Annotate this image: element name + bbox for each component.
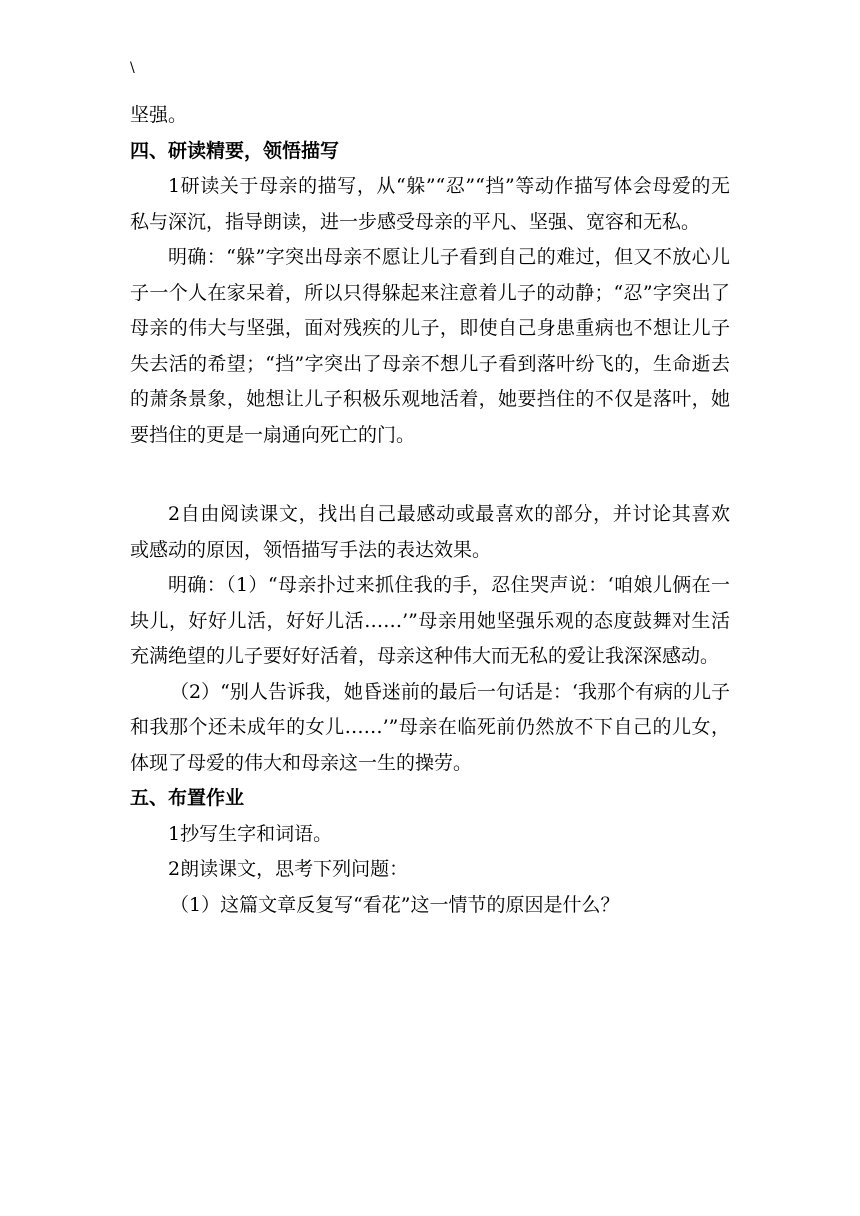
- paragraph-answer-2: 明确：（1）“母亲扑过来抓住我的手，忍住哭声说：‘咱娘儿俩在一块儿，好好儿活，好好儿活……’”母亲用她坚强乐观的态度鼓舞对生活充满绝望的儿子要好好活着，母亲这种伟大而无私的爱让我深深感动。: [130, 574, 730, 667]
- paragraph-reading-task: 2自由阅读课文，找出自己最感动或最喜欢的部分，并讨论其喜欢或感动的原因，领悟描写手法的表达效果。: [130, 503, 730, 561]
- paragraph-answer-1: 明确：“躲”字突出母亲不愿让儿子看到自己的难过，但又不放心儿子一个人在家呆着，所以只得躲起来注意着儿子的动静；“忍”字突出了母亲的伟大与坚强，面对残疾的儿子，即使自己身患重病也不想让儿子失去活的希望；“挡”字突出了母亲不想儿子看到落叶纷飞的，生命逝去的萧条景象，她想让儿子积极乐观地活着，她要挡住的不仅是落叶，她要挡住的更是一扇通向死亡的门。: [130, 246, 730, 446]
- blank-spacer: [130, 453, 730, 497]
- paragraph-answer-3: （2）“别人告诉我，她昏迷前的最后一句话是：‘我那个有病的儿子和我那个还未成年的女儿……’”母亲在临死前仍然放不下自己的儿女，体现了母爱的伟大和母亲这一生的操劳。: [130, 680, 730, 774]
- homework-item-1: 1抄写生字和词语。: [168, 822, 333, 845]
- homework-question-1: （1）这篇文章反复写“看花”这一情节的原因是什么？: [170, 893, 620, 916]
- paragraph-continuation: 坚强。: [130, 104, 188, 126]
- corner-mark: \: [130, 60, 135, 76]
- section-heading-5: 五、布置作业: [130, 787, 245, 809]
- section-heading-4: 四、研读精要，领悟描写: [130, 139, 340, 162]
- paragraph-study-description: 1研读关于母亲的描写，从“躲”“忍”“挡”等动作描写体会母爱的无私与深沉，指导朗读，进一步感受母亲的平凡、坚强、宽容和无私。: [130, 175, 730, 233]
- document-body: [130, 98, 730, 923]
- homework-item-2: 2朗读课文，思考下列问题：: [168, 858, 409, 880]
